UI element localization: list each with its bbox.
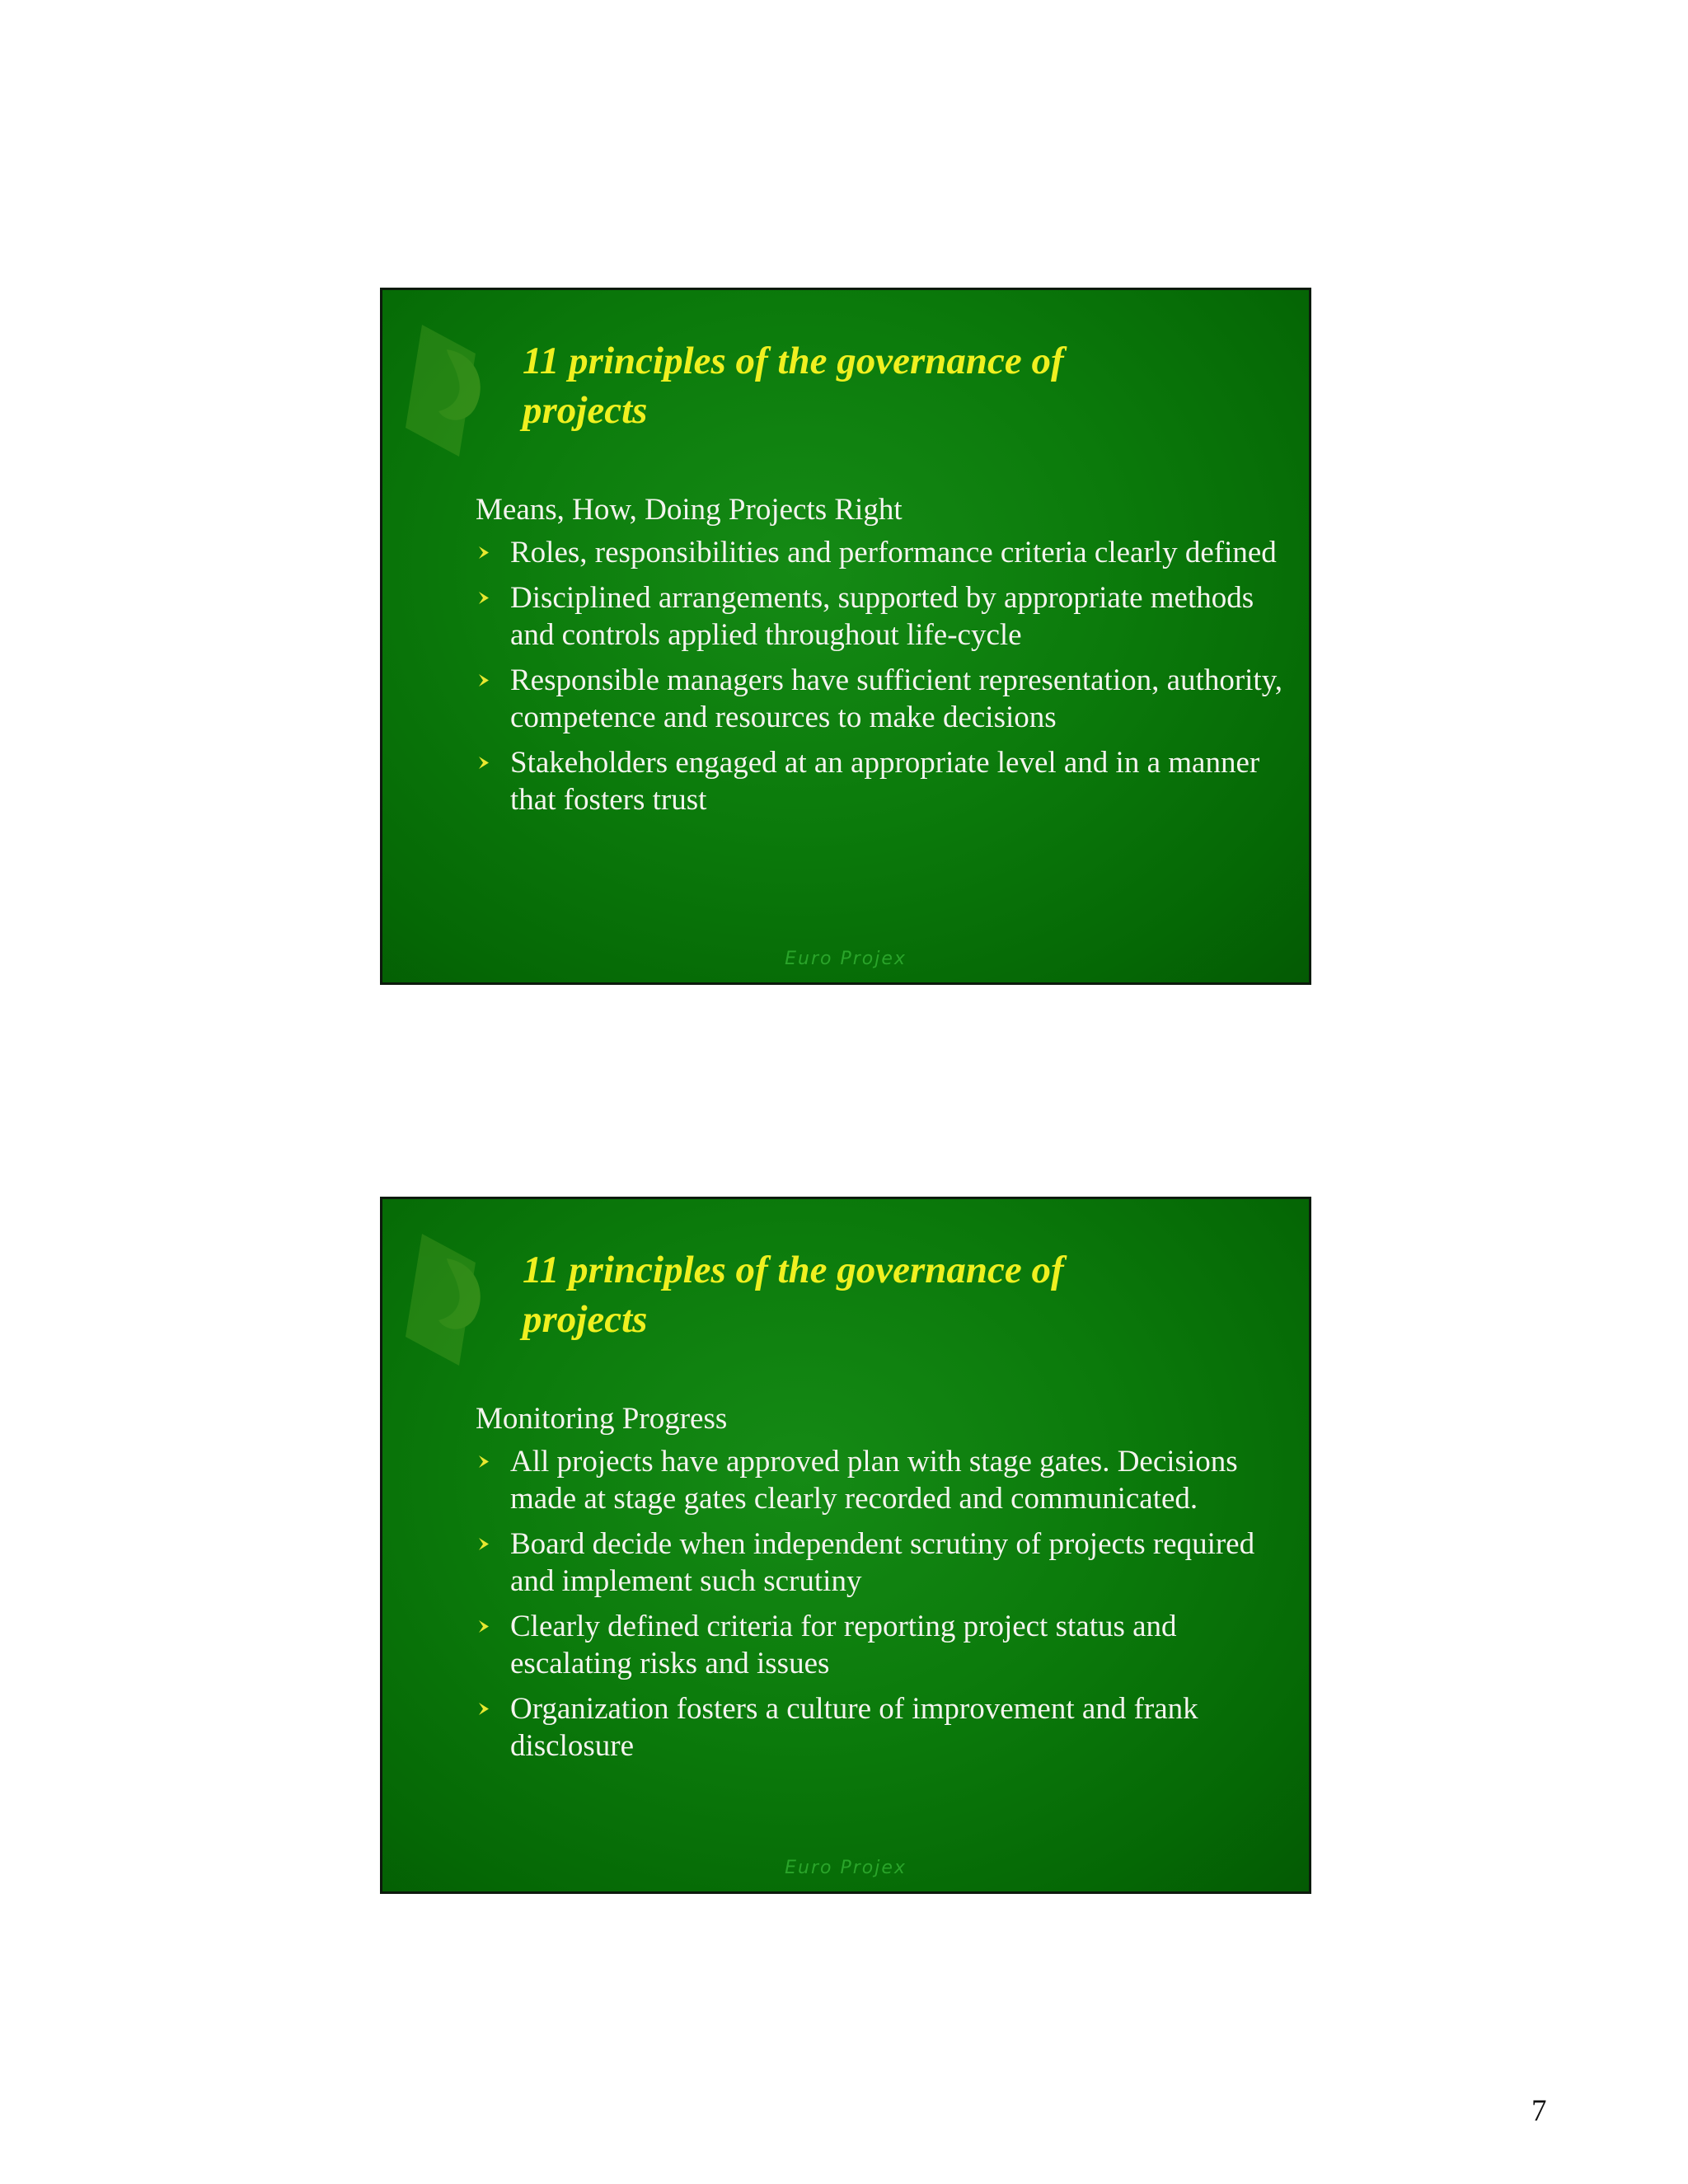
slide-title-line-2: projects: [523, 1298, 648, 1341]
bullet-text: All projects have approved plan with stage gates. Decisions made at stage gates clearly recorded and communicated.: [510, 1445, 1238, 1516]
bullet-item: [476, 534, 1292, 571]
bullet-text: Organization fosters a culture of improvement and frank disclosure: [510, 1692, 1198, 1763]
arrow-bullet-icon: [476, 1690, 494, 1727]
slide-title: [523, 1245, 1248, 1344]
slide-heading: Monitoring Progress: [476, 1402, 728, 1436]
slide-title-line-1: 11 principles of the governance of: [523, 1249, 1064, 1291]
footer-brand: Euro Projex: [785, 1858, 907, 1878]
bullet-text: Board decide when independent scrutiny of projects required and implement such scrutiny: [510, 1527, 1255, 1598]
slide-footer: [382, 1854, 1309, 1878]
arrow-bullet-icon: [476, 1608, 494, 1645]
euro-projex-logo: [397, 316, 496, 473]
footer-brand: Euro Projex: [785, 949, 907, 969]
bullet-item: [476, 662, 1292, 736]
arrow-bullet-icon: [476, 1443, 494, 1480]
euro-projex-logo: [397, 1226, 496, 1382]
slide-footer: [382, 944, 1309, 969]
bullet-item: [476, 1690, 1292, 1765]
bullet-text: Roles, responsibilities and performance criteria clearly defined: [510, 536, 1277, 569]
bullet-item: [476, 1526, 1292, 1600]
page-number: 7: [1531, 2094, 1547, 2128]
arrow-bullet-icon: [476, 662, 494, 699]
slide-title: [523, 336, 1248, 435]
bullet-text: Responsible managers have sufficient representation, authority, competence and resources to make decisions: [510, 663, 1283, 734]
arrow-bullet-icon: [476, 1526, 494, 1563]
bullet-text: Disciplined arrangements, supported by appropriate methods and controls applied throughout life-cycle: [510, 581, 1254, 652]
slide-heading: Means, How, Doing Projects Right: [476, 493, 903, 527]
bullet-text: Clearly defined criteria for reporting project status and escalating risks and issues: [510, 1610, 1177, 1680]
bullet-item: [476, 579, 1292, 654]
arrow-bullet-icon: [476, 744, 494, 781]
slide-1: [380, 288, 1311, 985]
slide-title-line-1: 11 principles of the governance of: [523, 340, 1064, 382]
bullet-item: [476, 1608, 1292, 1682]
arrow-bullet-icon: [476, 534, 494, 571]
bullet-item: [476, 1443, 1292, 1517]
bullet-list: [476, 1443, 1292, 1773]
arrow-bullet-icon: [476, 579, 494, 616]
bullet-list: [476, 534, 1292, 827]
slide-2: [380, 1197, 1311, 1894]
bullet-item: [476, 744, 1292, 818]
slide-title-line-2: projects: [523, 389, 648, 432]
bullet-text: Stakeholders engaged at an appropriate level and in a manner that fosters trust: [510, 746, 1260, 817]
